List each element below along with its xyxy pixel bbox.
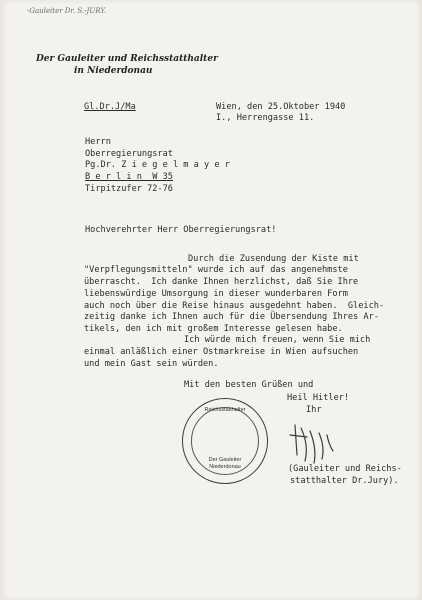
signature-title-line-2: statthalter Dr.Jury). bbox=[290, 476, 399, 486]
reference-code: Gl.Dr.J/Ma bbox=[84, 102, 136, 112]
closing-line-1: Mit den besten Grüßen und bbox=[184, 380, 314, 390]
letter-page bbox=[3, 0, 420, 600]
body-line: "Verpflegungsmitteln" wurde ich auf das angenehmste bbox=[84, 265, 348, 275]
seal-center-text-1: Der Gauleiter bbox=[208, 457, 242, 463]
salutation: Hochverehrter Herr Oberregierungsrat! bbox=[85, 225, 277, 235]
closing-line-3: Ihr bbox=[306, 405, 322, 415]
handwritten-signature bbox=[287, 421, 363, 467]
recipient-line-5: Tirpitzufer 72-76 bbox=[85, 184, 173, 194]
pencil-note: -Gauleiter Dr. S.-JURY. bbox=[27, 7, 107, 15]
sender-address: I., Herrengasse 11. bbox=[216, 113, 315, 123]
recipient-line-3: Pg.Dr. Z i e g e l m a y e r bbox=[85, 160, 230, 170]
official-seal-stamp bbox=[182, 398, 268, 484]
recipient-line-2: Oberregierungsrat bbox=[85, 149, 173, 159]
recipient-line-1: Herrn bbox=[85, 137, 111, 147]
body-line: tikels, den ich mit großem Interesse gelesen habe. bbox=[84, 324, 343, 334]
body-line: und mein Gast sein würden. bbox=[84, 359, 219, 369]
body-line: zeitig danke ich Ihnen auch für die Übersendung Ihres Ar- bbox=[84, 312, 379, 322]
seal-ring-text: Reichsstatthalter bbox=[204, 407, 246, 413]
body-line: Durch die Zusendung der Kiste mit bbox=[188, 254, 359, 264]
closing-line-2: Heil Hitler! bbox=[287, 393, 350, 403]
seal-center-text-2: Niederdonau bbox=[209, 464, 241, 470]
body-line: Ich würde mich freuen, wenn Sie mich bbox=[184, 335, 371, 345]
letterhead-line-1: Der Gauleiter und Reichsstatthalter bbox=[36, 54, 218, 64]
body-line: einmal anläßlich einer Ostmarkreise in Wien aufsuchen bbox=[84, 347, 359, 357]
recipient-line-4: B e r l i n W 35 bbox=[85, 172, 173, 182]
body-line: auch noch über die Reise hinaus ausgedehnt haben. Gleich- bbox=[84, 301, 385, 311]
body-line: liebenswürdige Umsorgung in dieser wunderbaren Form bbox=[84, 289, 348, 299]
signature-title-line-1: (Gauleiter und Reichs- bbox=[288, 464, 402, 474]
body-line: überrascht. Ich danke Ihnen herzlichst, daß Sie Ihre bbox=[84, 277, 359, 287]
place-date: Wien, den 25.Oktober 1940 bbox=[216, 102, 346, 112]
letterhead-line-2: in Niederdonau bbox=[74, 66, 153, 76]
